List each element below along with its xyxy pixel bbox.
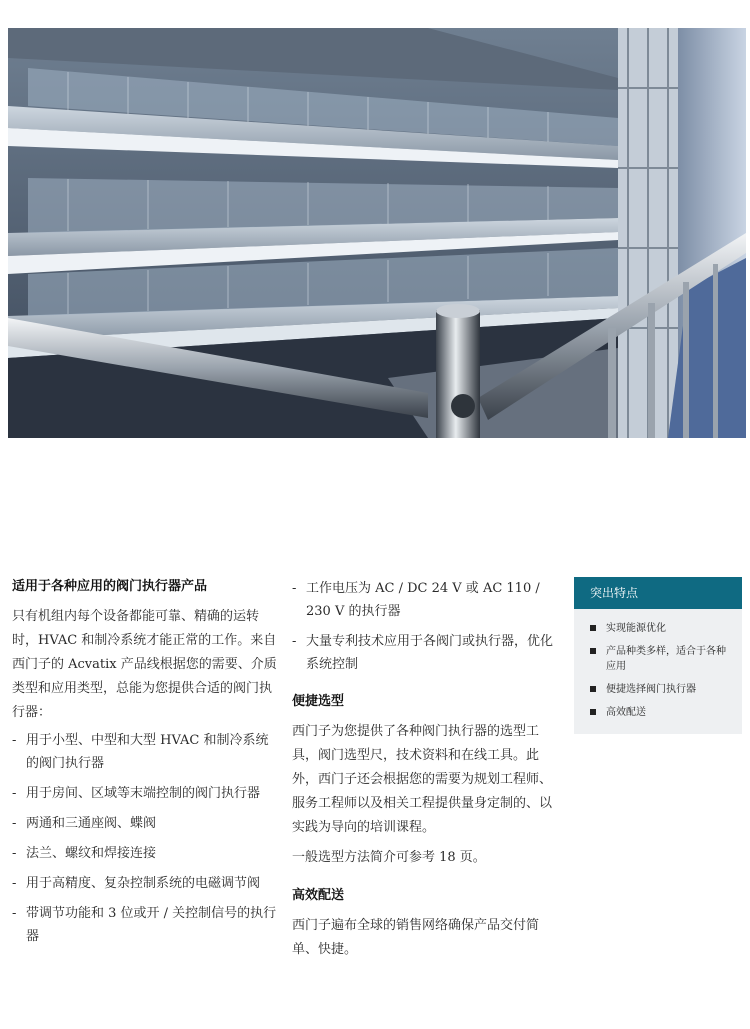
highlights-box — [574, 577, 742, 734]
list-item-text: 用于高精度、复杂控制系统的电磁调节阀 — [26, 876, 261, 891]
highlight-text: 高效配送 — [606, 707, 646, 718]
atrium-photo — [8, 28, 746, 438]
highlight-item — [590, 682, 732, 697]
highlights-list — [590, 621, 732, 720]
list-item: - 用于小型、中型和大型 HVAC 和制冷系统的阀门执行器 — [12, 733, 269, 771]
selection-reference-text: 一般选型方法简介可参考 18 页。 — [292, 850, 486, 865]
list-item: - 用于高精度、复杂控制系统的电磁调节阀 — [12, 876, 261, 891]
square-bullet-icon — [590, 686, 596, 692]
list-item-text: 法兰、螺纹和焊接连接 — [26, 846, 157, 861]
highlight-text: 实现能源优化 — [606, 623, 666, 634]
square-bullet-icon — [590, 625, 596, 631]
list-item-text: 用于小型、中型和大型 HVAC 和制冷系统的阀门执行器 — [26, 733, 269, 771]
highlights-body — [574, 609, 742, 734]
applications-title: 适用于各种应用的阀门执行器产品 — [12, 579, 208, 594]
easy-selection-text: 西门子为您提供了各种阀门执行器的选型工具，阀门选型尺，技术资料和在线工具。此外，西门子还会根据您的需要为规划工程师、服务工程师以及相关工程提供量身定制的、以实践为导向的培训课程。 — [292, 724, 553, 835]
list-item: - 用于房间、区域等末端控制的阀门执行器 — [12, 786, 261, 801]
column-selection-delivery — [292, 577, 556, 962]
list-item: - 工作电压为 AC / DC 24 V 或 AC 110 / 230 V 的执行器 — [292, 581, 540, 619]
applications-intro: 只有机组内每个设备都能可靠、精确的运转时，HVAC 和制冷系统才能正常的工作。来自西门子的 Acvatix 产品线根据您的需要、介质类型和应用类型，总能为您提供合适的阀门执行器： — [12, 609, 277, 720]
applications-list — [12, 729, 277, 948]
efficient-delivery-title: 高效配送 — [292, 888, 345, 903]
list-item-text: 工作电压为 AC / DC 24 V 或 AC 110 / 230 V 的执行器 — [306, 581, 540, 619]
list-item-text: 两通和三通座阀、蝶阀 — [26, 816, 157, 831]
easy-selection-title: 便捷选型 — [292, 694, 345, 709]
list-item: - 大量专利技术应用于各阀门或执行器，优化系统控制 — [292, 634, 554, 672]
square-bullet-icon — [590, 709, 596, 715]
highlight-item — [590, 705, 732, 720]
highlights-title: 突出特点 — [574, 577, 742, 609]
features-list-continued — [292, 577, 556, 676]
square-bullet-icon — [590, 648, 596, 654]
list-item: - 法兰、螺纹和焊接连接 — [12, 846, 157, 861]
highlight-item — [590, 621, 732, 636]
list-item-text: 大量专利技术应用于各阀门或执行器，优化系统控制 — [306, 634, 554, 672]
highlight-item — [590, 644, 732, 674]
list-item-text: 带调节功能和 3 位或开 / 关控制信号的执行器 — [26, 906, 277, 944]
efficient-delivery-text: 西门子遍布全球的销售网络确保产品交付简单、快捷。 — [292, 918, 540, 957]
list-item-text: 用于房间、区域等末端控制的阀门执行器 — [26, 786, 261, 801]
highlight-text: 产品种类多样，适合于各种应用 — [606, 646, 726, 672]
list-item: - 带调节功能和 3 位或开 / 关控制信号的执行器 — [12, 906, 277, 944]
highlight-text: 便捷选择阀门执行器 — [606, 684, 696, 695]
column-applications — [12, 577, 277, 955]
list-item: - 两通和三通座阀、蝶阀 — [12, 816, 157, 831]
